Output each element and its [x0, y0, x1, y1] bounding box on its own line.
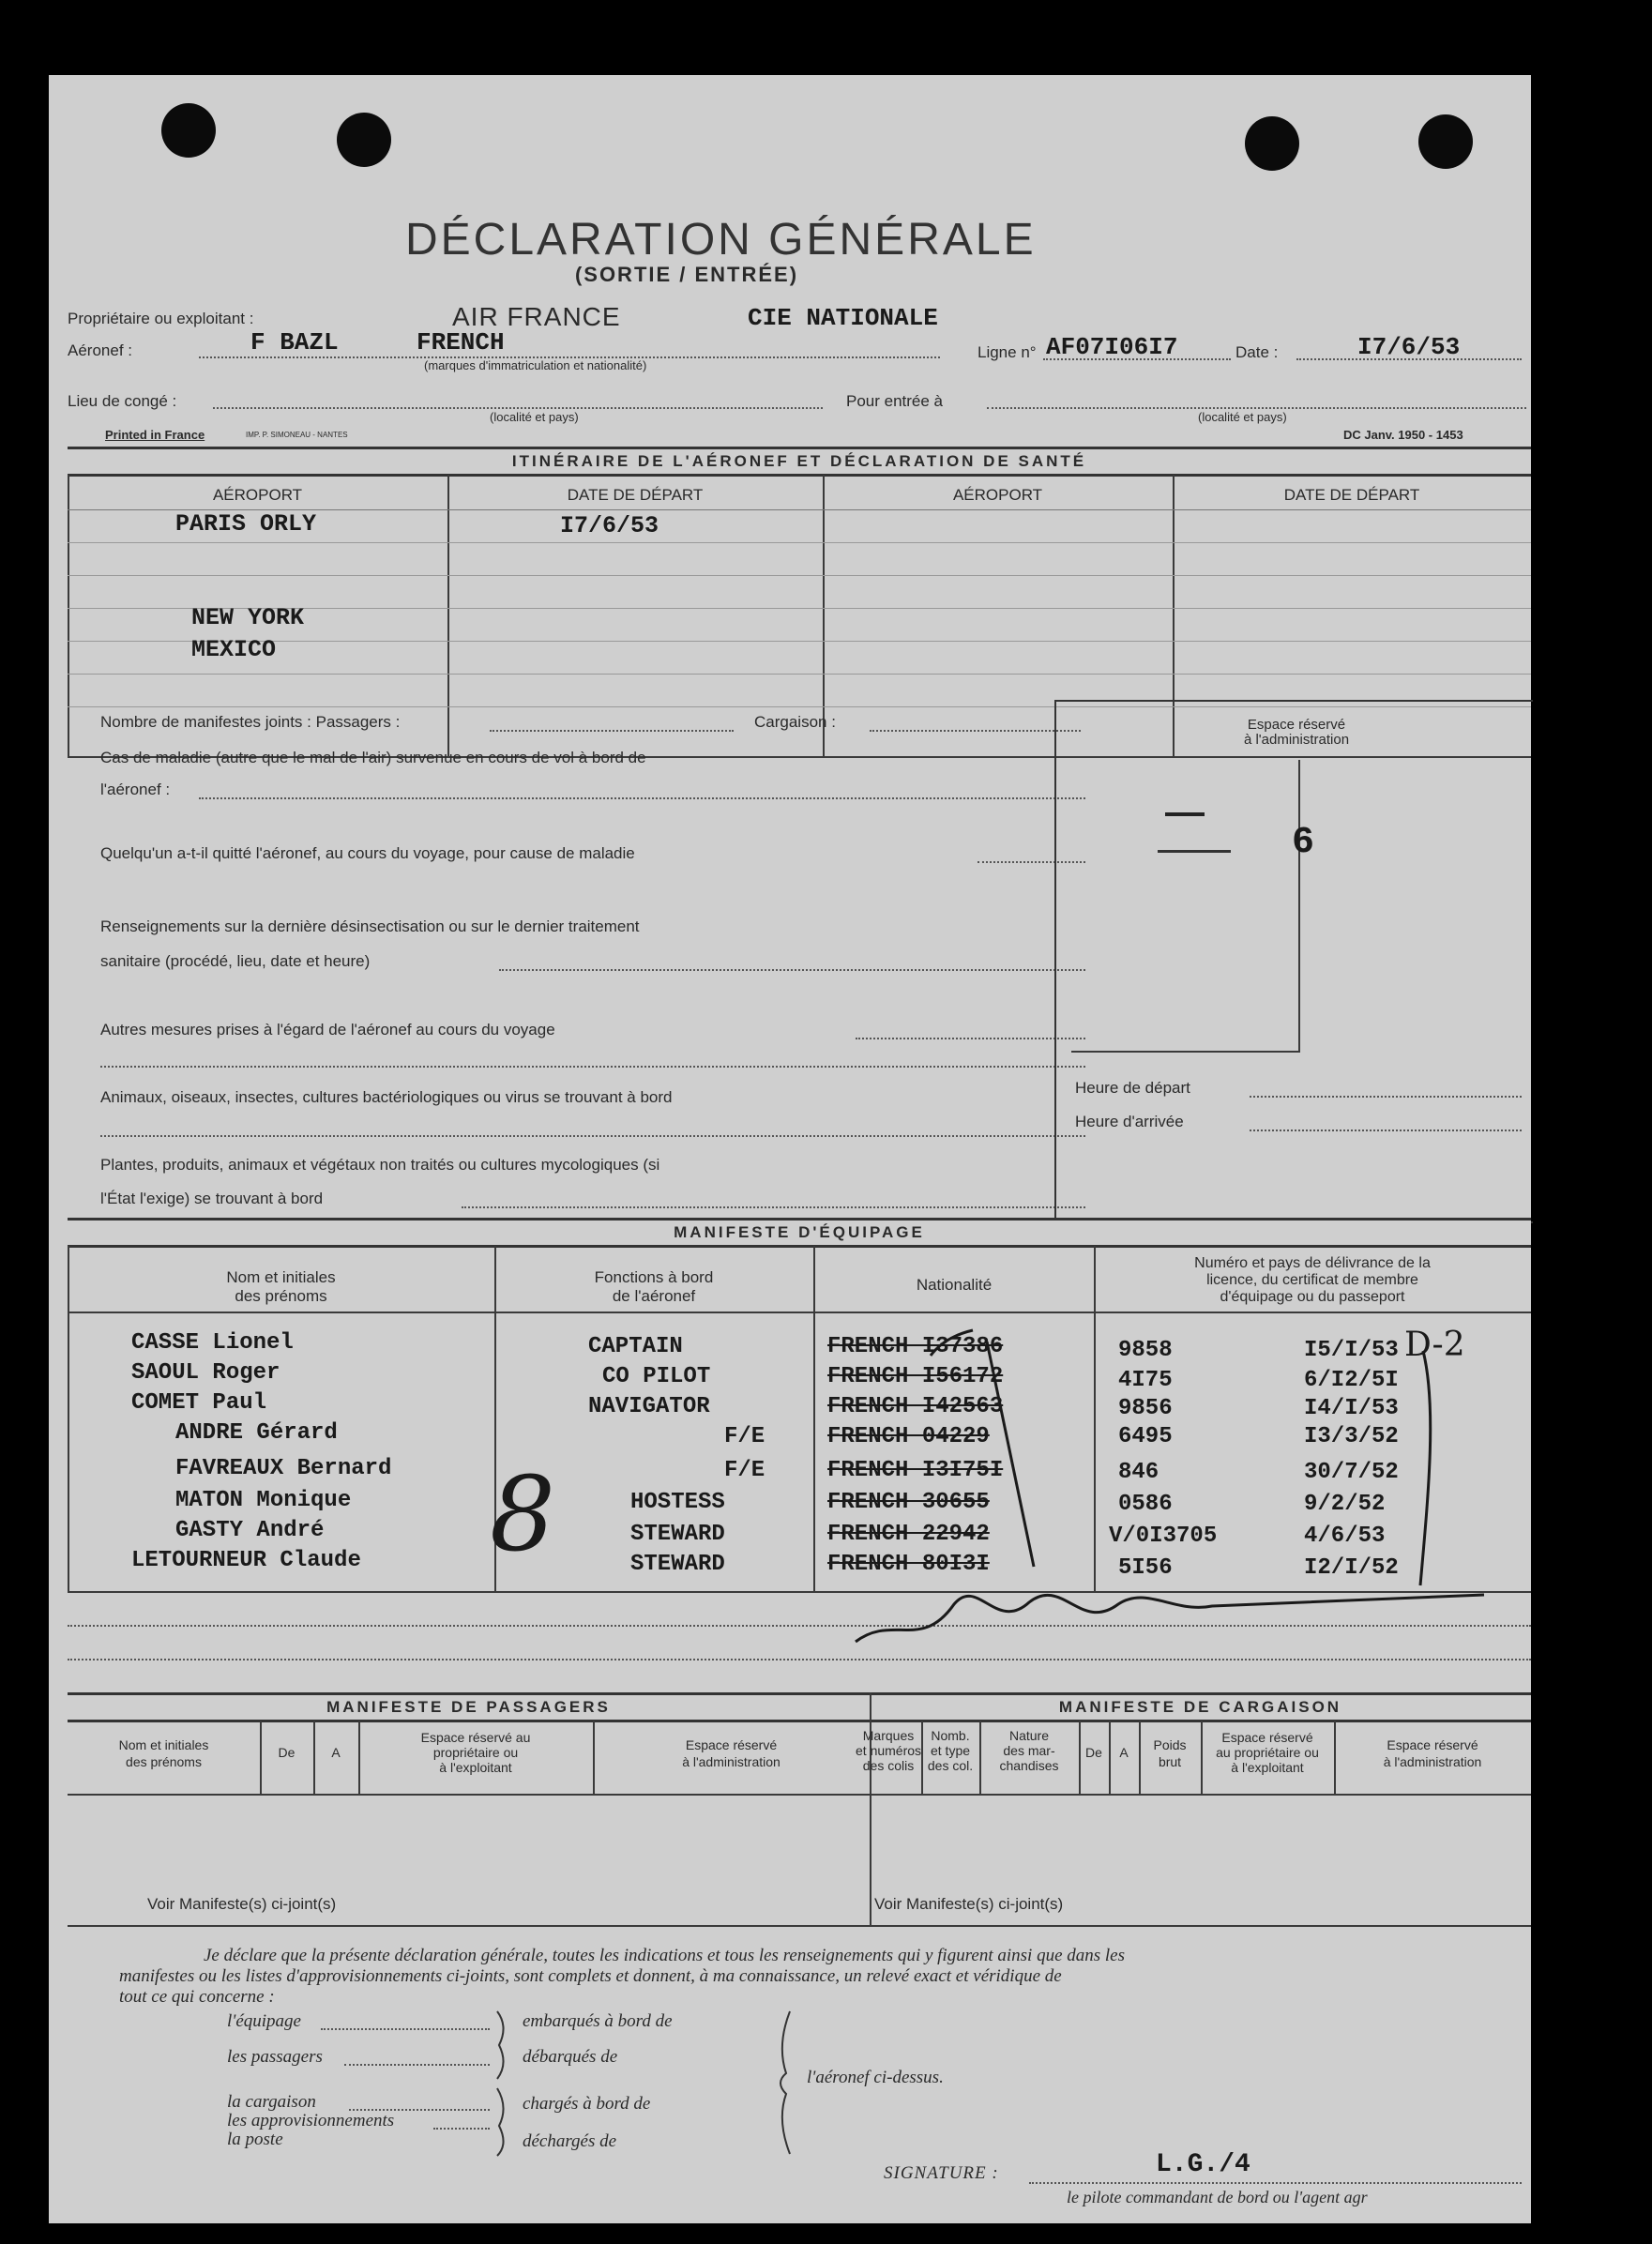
crew-band: MANIFESTE D'ÉQUIPAGE: [68, 1218, 1531, 1248]
crew-license-number: 6495: [1118, 1424, 1173, 1449]
cargo-col-owner: Espace réservé: [1221, 1730, 1313, 1745]
col-departure-date-2: DATE DE DÉPART: [1283, 486, 1420, 504]
pax-col-name: Nom et initiales: [118, 1737, 209, 1752]
cargo-col-nature: Nature: [1008, 1728, 1050, 1743]
health-q4b: sanitaire (procédé, lieu, date et heure): [100, 952, 371, 970]
cargo-col-packages: Nomb.: [931, 1728, 970, 1743]
crew-nationality: FRENCH I56172: [827, 1364, 1004, 1389]
crew-license-number: 0586: [1118, 1492, 1173, 1517]
decl-mail: la poste: [227, 2130, 283, 2149]
decl-crew: l'équipage: [227, 2011, 301, 2031]
crew-col-nationality: Nationalité: [916, 1276, 993, 1294]
crew-license-date: I5/I/53: [1304, 1338, 1399, 1363]
admin-title: Espace réservé: [1247, 717, 1346, 733]
printed-in: Printed in France: [105, 428, 205, 442]
crew-name: SAOUL Roger: [131, 1360, 280, 1386]
cargo-col-from: De: [1085, 1745, 1102, 1760]
crew-nationality: FRENCH I42563: [827, 1394, 1004, 1419]
owner-value-2: CIE NATIONALE: [748, 304, 938, 332]
decl-embarked: embarqués à bord de: [523, 2011, 673, 2031]
crew-nationality: FRENCH 22942: [827, 1522, 990, 1547]
crew-license-number: 5I56: [1118, 1555, 1173, 1581]
aircraft-registration: F BAZL: [250, 328, 339, 356]
health-q2b: l'aéronef :: [100, 781, 171, 798]
crew-function: HOSTESS: [630, 1490, 725, 1515]
crew-license-number: 9856: [1118, 1396, 1173, 1421]
decl-unloaded: déchargés de: [523, 2131, 617, 2151]
passengers-band: MANIFESTE DE PASSAGERS: [68, 1692, 870, 1722]
cargo-col-owner-3: à l'exploitant: [1231, 1760, 1304, 1775]
decl-aircraft: l'aéronef ci-dessus.: [807, 2068, 944, 2087]
crew-col-name-2: des prénoms: [235, 1287, 327, 1305]
itinerary-band: ITINÉRAIRE DE L'AÉRONEF ET DÉCLARATION DE SANTÉ: [68, 447, 1531, 477]
col-airport-2: AÉROPORT: [952, 486, 1043, 504]
form-subtitle: (SORTIE / ENTRÉE): [574, 263, 799, 286]
aircraft-note: (marques d'immatriculation et nationalité): [424, 358, 647, 372]
crew-nationality: FRENCH 04229: [827, 1424, 990, 1449]
owner-value: AIR FRANCE: [452, 302, 621, 331]
health-q7a: Plantes, produits, animaux et végétaux non traités ou cultures mycologiques (si: [100, 1156, 660, 1174]
cargo-col-owner-2: au propriétaire ou: [1216, 1745, 1319, 1760]
place-note-left: (localité et pays): [490, 410, 579, 424]
declaration-text: tout ce qui concerne :: [119, 1987, 275, 2007]
pax-col-to: A: [331, 1745, 341, 1760]
cargo-col-nature-3: chandises: [999, 1758, 1059, 1773]
crew-margin-note: D-2: [1404, 1326, 1465, 1364]
cargo-col-admin-2: à l'administration: [1383, 1754, 1482, 1769]
cargo-col-nature-2: des mar-: [1003, 1743, 1055, 1758]
cargo-col-packages-2: et type: [930, 1743, 971, 1758]
crew-col-name: Nom et initiales: [226, 1268, 336, 1286]
crew-function: NAVIGATOR: [588, 1394, 710, 1419]
cargo-band: MANIFESTE DE CARGAISON: [870, 1692, 1531, 1722]
place-note-right: (localité et pays): [1198, 410, 1287, 424]
health-q7b: l'État l'exige) se trouvant à bord: [100, 1190, 324, 1207]
date-value: I7/6/53: [1357, 333, 1461, 361]
form-title: DÉCLARATION GÉNÉRALE: [405, 215, 1037, 265]
health-q6: Animaux, oiseaux, insectes, cultures bactériologiques ou virus se trouvant à bord: [100, 1088, 673, 1106]
health-q5: Autres mesures prises à l'égard de l'aéronef au cours du voyage: [100, 1021, 555, 1039]
pax-see-manifest: Voir Manifeste(s) ci-joint(s): [147, 1895, 337, 1913]
crew-count-mark: 8: [490, 1454, 555, 1574]
crew-nationality: FRENCH 80I3I: [827, 1552, 990, 1577]
cargo-col-marks-2: et numéros: [856, 1743, 922, 1758]
crew-function: F/E: [724, 1458, 765, 1483]
crew-name: MATON Monique: [175, 1488, 352, 1513]
brace-mark: [771, 2008, 799, 2158]
crew-license-date: 30/7/52: [1304, 1460, 1399, 1485]
form-sheet: [49, 75, 1531, 2223]
crew-col-function: Fonctions à bord: [594, 1268, 714, 1286]
brace-mark: [490, 2008, 518, 2158]
health-q4a: Renseignements sur la dernière désinsectisation ou sur le dernier traitement: [100, 917, 640, 935]
hour-arrival-label: Heure d'arrivée: [1075, 1113, 1184, 1130]
pax-col-owner-3: à l'exploitant: [439, 1760, 512, 1775]
crew-function: CO PILOT: [602, 1364, 711, 1389]
crew-function: CAPTAIN: [588, 1334, 683, 1359]
cargo-col-weight-2: brut: [1158, 1754, 1182, 1769]
admin-title-2: à l'administration: [1243, 732, 1350, 748]
itinerary-airport: NEW YORK: [191, 604, 305, 631]
pax-col-owner: Espace réservé au: [420, 1730, 531, 1745]
signature-label: SIGNATURE :: [884, 2163, 999, 2183]
cargo-col-marks-3: des colis: [862, 1758, 915, 1773]
signer-role: le pilote commandant de bord ou l'agent agr: [1067, 2188, 1368, 2206]
departure-place-label: Lieu de congé :: [68, 392, 177, 410]
crew-license-number: 846: [1118, 1460, 1159, 1485]
crew-license-number: V/0I3705: [1109, 1524, 1218, 1549]
cargo-col-to: A: [1119, 1745, 1129, 1760]
crew-col-function-2: de l'aéronef: [612, 1287, 696, 1305]
health-q1a: Nombre de manifestes joints : Passagers :: [100, 713, 401, 731]
crew-name: GASTY André: [175, 1518, 325, 1543]
crew-license-number: 9858: [1118, 1338, 1173, 1363]
admin-mark: 6: [1292, 822, 1315, 864]
crew-col-number-3: d'équipage ou du passeport: [1220, 1289, 1405, 1305]
aircraft-nationality: FRENCH: [417, 328, 505, 356]
crew-license-date: I2/I/52: [1304, 1555, 1399, 1581]
owner-label: Propriétaire ou exploitant :: [68, 310, 254, 327]
decl-loaded: chargés à bord de: [523, 2094, 651, 2114]
entry-label: Pour entrée à: [846, 392, 944, 410]
crew-license-date: 4/6/53: [1304, 1524, 1386, 1549]
crew-nationality: FRENCH 30655: [827, 1490, 990, 1515]
decl-disembarked: débarqués de: [523, 2047, 618, 2067]
decl-supplies: les approvisionnements: [227, 2111, 395, 2130]
cargo-col-admin: Espace réservé: [1387, 1737, 1478, 1752]
col-departure-date: DATE DE DÉPART: [567, 486, 704, 504]
itinerary-airport: PARIS ORLY: [175, 510, 317, 538]
crew-license-date: 6/I2/5I: [1304, 1368, 1399, 1393]
decl-cargo: la cargaison: [227, 2092, 316, 2112]
crew-name: FAVREAUX Bernard: [175, 1456, 392, 1481]
crew-function: STEWARD: [630, 1522, 725, 1547]
aircraft-label: Aéronef :: [68, 341, 132, 359]
itinerary-date: I7/6/53: [560, 512, 659, 539]
itinerary-airport: MEXICO: [191, 636, 277, 663]
signature-value: L.G./4: [1156, 2150, 1250, 2179]
printer-name: IMP. P. SIMONEAU - NANTES: [246, 431, 348, 439]
crew-name: LETOURNEUR Claude: [131, 1548, 361, 1573]
crew-license-date: I3/3/52: [1304, 1424, 1399, 1449]
cargo-col-packages-3: des col.: [927, 1758, 974, 1773]
health-q2a: Cas de maladie (autre que le mal de l'air) survenue en cours de vol à bord de: [100, 749, 646, 766]
cargo-col-marks: Marques: [862, 1728, 915, 1743]
pax-col-name-2: des prénoms: [126, 1754, 202, 1769]
health-q1b: Cargaison :: [754, 713, 836, 731]
crew-nationality: FRENCH I3I75I: [827, 1458, 1004, 1483]
col-airport: AÉROPORT: [212, 486, 303, 504]
crew-function: F/E: [724, 1424, 765, 1449]
decl-passengers: les passagers: [227, 2047, 323, 2067]
cargo-see-manifest: Voir Manifeste(s) ci-joint(s): [874, 1895, 1064, 1913]
declaration-text: Je déclare que la présente déclaration générale, toutes les indications et tous les renseignements qui y figurent ainsi que dans les: [204, 1946, 1125, 1965]
handwritten-mark: [49, 75, 1531, 1764]
crew-name: CASSE Lionel: [131, 1330, 294, 1356]
crew-name: COMET Paul: [131, 1390, 267, 1416]
line-label: Ligne n°: [978, 343, 1037, 361]
declaration-text: manifestes ou les listes d'approvisionnements ci-joints, sont complets et donnent, à ma connaissance, un relevé exact et véridique de: [119, 1966, 1062, 1986]
cargo-col-weight: Poids: [1153, 1737, 1187, 1752]
crew-license-date: I4/I/53: [1304, 1396, 1399, 1421]
crew-name: ANDRE Gérard: [175, 1420, 338, 1446]
crew-function: STEWARD: [630, 1552, 725, 1577]
crew-col-number: Numéro et pays de délivrance de la: [1194, 1255, 1431, 1271]
line-number: AF07I06I7: [1046, 333, 1178, 361]
crew-col-number-2: licence, du certificat de membre: [1206, 1272, 1418, 1288]
health-q3: Quelqu'un a-t-il quitté l'aéronef, au cours du voyage, pour cause de maladie: [100, 844, 635, 862]
crew-nationality: FRENCH I37386: [827, 1334, 1004, 1359]
hour-departure-label: Heure de départ: [1075, 1079, 1190, 1097]
pax-col-from: De: [278, 1745, 296, 1760]
pax-col-admin-2: à l'administration: [682, 1754, 781, 1769]
crew-license-date: 9/2/52: [1304, 1492, 1386, 1517]
pax-col-admin: Espace réservé: [685, 1737, 778, 1752]
pax-col-owner-2: propriétaire ou: [432, 1745, 519, 1760]
date-label: Date :: [1235, 343, 1279, 361]
crew-license-number: 4I75: [1118, 1368, 1173, 1393]
form-code: DC Janv. 1950 - 1453: [1343, 428, 1463, 442]
